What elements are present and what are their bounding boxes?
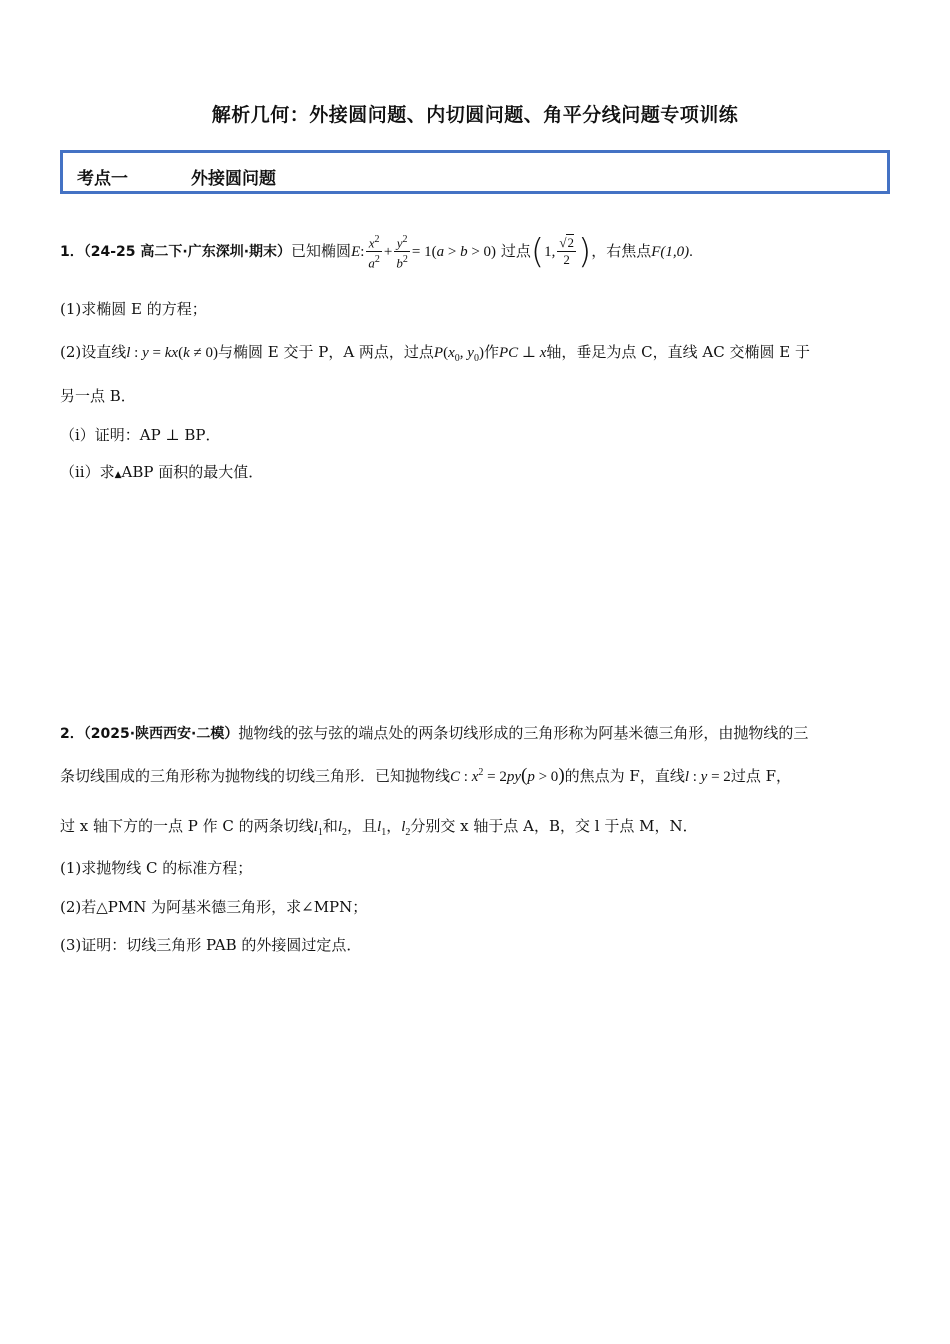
q2-line3-text-d: ， — [386, 817, 402, 835]
q2-line2-text-a: 条切线围成的三角形称为抛物线的切线三角形．已知抛物线 — [60, 767, 451, 785]
q2-line-eq: l — [684, 769, 689, 785]
q1-line-eq: l — [126, 345, 131, 361]
q1-frac-y: $\frac{y^2}{b^2}$ — [396, 234, 408, 271]
q1-source: （24-25 高二下·广东深圳·期末） — [83, 243, 292, 260]
q2-line1-text: 抛物线的弦与弦的端点处的两条切线形成的三角形称为阿基米德三角形，由抛物线的三 — [238, 724, 809, 742]
q1-part2: (2)设直线l : y = kx(k ≠ 0)与椭圆 E 交于 P，A 两点，过点$P(x_0$, $y_0$)作PC ⊥ x轴，垂足为点 C，直线 AC 交椭圆 E 于 — [60, 343, 810, 364]
q1-sub-ii — [60, 461, 263, 482]
section-name: 外接圆问题 — [191, 169, 276, 189]
q1-colon: : — [360, 243, 365, 260]
q2-line2: 条切线围成的三角形称为抛物线的切线三角形．已知抛物线C : $x^2 = 2py(p > 0)$的焦点为 F，直线l : y = 2过点 F， — [60, 765, 791, 786]
q1-sub-i: （i）证明：AP ⊥ BP． — [60, 426, 221, 444]
q1-sub-ii-text-b: ABP 面积的最大值． — [121, 463, 264, 481]
section-header-box — [60, 150, 890, 194]
q1-frac-x: $\frac{x^2}{a^2}$ — [368, 234, 380, 271]
q1-stem: 1．（24-25 高二下·广东深圳·期末）已知椭圆E: $\frac{x^2}{a^2}$ + $\frac{y^2}{b^2}$ = 1(a > b > 0) 过点(1, $\frac{√2}{2}$ )，右焦点F(1,0). — [60, 231, 693, 272]
q2-part3: (3)证明：切线三角形 PAB 的外接圆过定点． — [60, 936, 362, 954]
q1-point-p0: P — [433, 345, 444, 361]
q1-part2-text-a: (2)设直线 — [60, 343, 127, 361]
triangle-symbol: ▲ — [114, 470, 122, 480]
q1-part2-text-c: 作 — [483, 343, 499, 361]
q1-part2-text-b: 与椭圆 E 交于 P，A 两点，过点 — [217, 343, 434, 361]
section-label: 考点一 — [77, 169, 128, 189]
q1-number: 1． — [60, 243, 84, 260]
q2-line1 — [60, 722, 808, 743]
q2-parabola-eq: C — [450, 769, 461, 785]
q2-line2-text-b: 的焦点为 F，直线 — [564, 767, 685, 785]
q2-line3: 过 x 轴下方的一点 P 作 C 的两条切线$l_1$和$l_2$，且$l_1$，$l_2$分别交 x 轴于点 A，B，交 l 于点 M，N． — [60, 817, 698, 838]
q1-part1: (1)求椭圆 E 的方程； — [60, 300, 207, 318]
document-title: 解析几何：外接圆问题、内切圆问题、角平分线问题专项训练 — [211, 104, 739, 126]
q1-part2-cont: 另一点 B． — [60, 387, 136, 405]
q2-line3-text-b: 和 — [322, 817, 338, 835]
q1-part2-text-d: 轴，垂足为点 C，直线 AC 交椭圆 E 于 — [546, 343, 810, 361]
q2-part2: (2)若△PMN 为阿基米德三角形，求∠MPN； — [60, 898, 368, 916]
q2-number: 2． — [60, 726, 84, 742]
q2-source: （2025·陕西西安·二模） — [83, 726, 239, 742]
q1-focus: F(1,0) — [651, 243, 690, 260]
q2-line3-text-e: 分别交 x 轴于点 A，B，交 l 于点 M，N． — [410, 817, 698, 835]
q2-line3-text-c: ，且 — [347, 817, 378, 835]
q1-sub-ii-text-a: （ii）求 — [60, 463, 115, 481]
q1-ellipse-name: E — [351, 243, 361, 260]
q2-line2-text-c: 过点 F， — [730, 767, 791, 785]
q1-stem-text-b: 过点 — [500, 241, 531, 260]
q1-stem-text-c: ，右焦点 — [591, 241, 652, 260]
q2-line3-text-a: 过 x 轴下方的一点 P 作 C 的两条切线 — [60, 817, 314, 835]
q1-stem-text-a: 已知椭圆 — [291, 241, 352, 260]
q1-frac-sqrt2: $\frac{√2}{2}$ — [559, 235, 574, 268]
q2-part1: (1)求抛物线 C 的标准方程； — [60, 859, 253, 877]
